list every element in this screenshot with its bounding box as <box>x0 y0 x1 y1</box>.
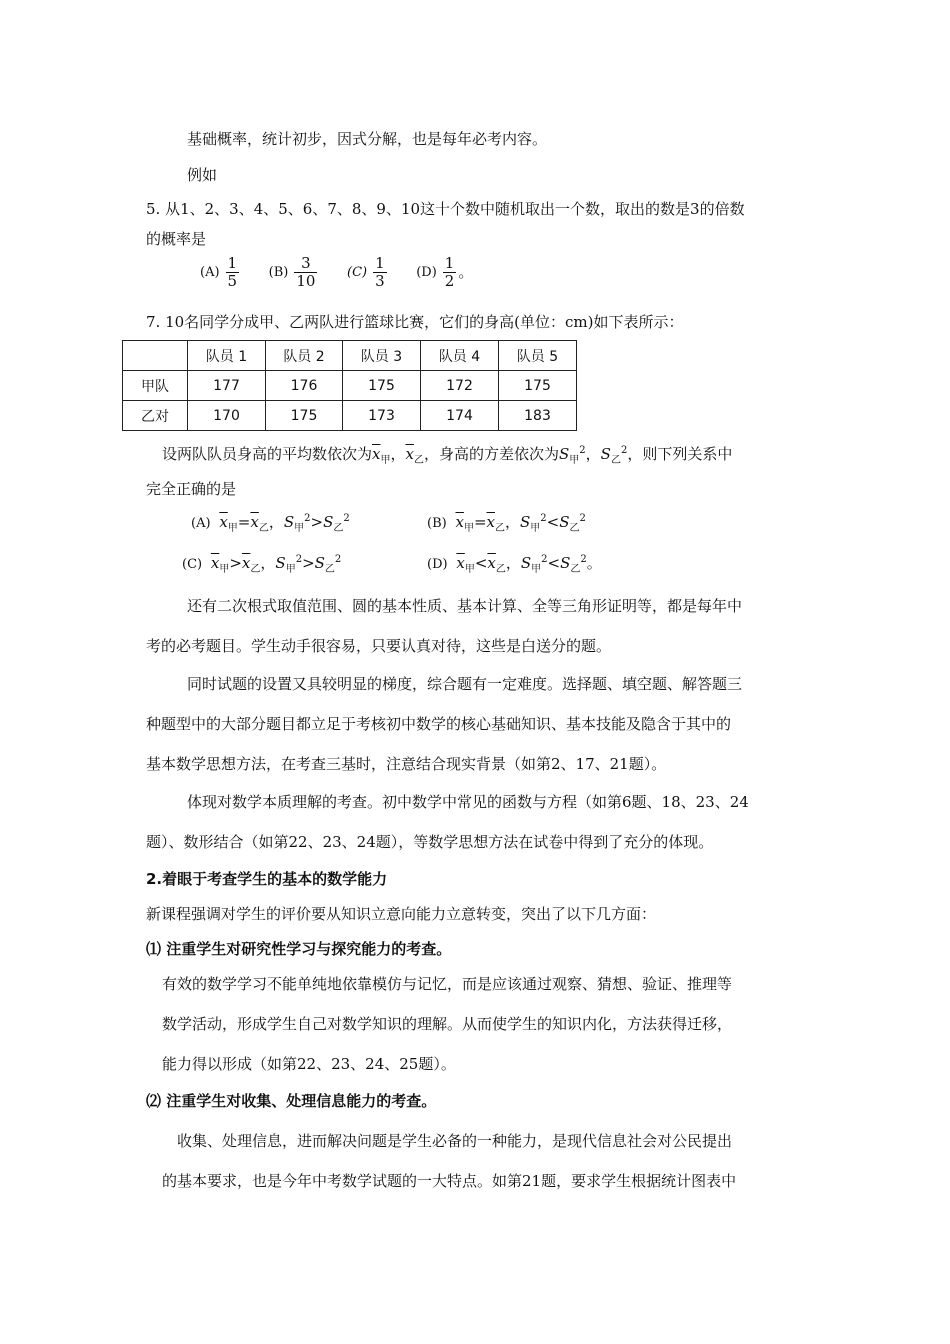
table-cell: 乙对 <box>123 401 188 431</box>
q7-option-d: (D) $\overline{x}_甲<\overline{x}_乙$，$S_甲^2<S_乙^2$。 <box>427 554 602 575</box>
option-a <box>196 254 246 290</box>
table-cell: 183 <box>499 401 577 431</box>
option-d: (D) $\frac{1}{2}$ 。 <box>416 254 474 290</box>
subsection-heading: ⑵ 注重学生对收集、处理信息能力的考查。 <box>146 1092 437 1110</box>
table-cell: 队员 2 <box>266 341 343 371</box>
question-5-line1: 5. 从1、2、3、4、5、6、7、8、9、10这十个数中随机取出一个数，取出的数是3的倍数 <box>146 200 745 218</box>
paragraph-text: 种题型中的大部分题目都立足于考核初中数学的核心基础知识、基本技能及隐含于其中的 <box>146 715 732 733</box>
question-5-line2: 的概率是 <box>146 230 207 248</box>
option-c <box>343 254 393 290</box>
table-cell: 177 <box>188 371 266 401</box>
table-cell: 175 <box>499 371 577 401</box>
fraction-d: $\frac{1}{2}$ <box>444 254 455 290</box>
paragraph-text: 收集、处理信息，进而解决问题是学生必备的一种能力，是现代信息社会对公民提出 <box>177 1132 733 1150</box>
table-cell: 172 <box>421 371 499 401</box>
paragraph-text: 同时试题的设置又具较明显的梯度，综合题有一定难度。选择题、填空题、解答题三 <box>187 675 743 693</box>
table-cell: 甲队 <box>123 371 188 401</box>
heights-table <box>122 340 577 431</box>
option-c-label: (C) <box>347 265 368 280</box>
table-row <box>123 371 577 401</box>
table-cell: 176 <box>266 371 343 401</box>
paragraph-text: 的基本要求，也是今年中考数学试题的一大特点。如第21题，要求学生根据统计图表中 <box>162 1172 737 1190</box>
table-cell: 队员 4 <box>421 341 499 371</box>
table-cell: 175 <box>343 371 421 401</box>
paragraph-text: 还有二次根式取值范围、圆的基本性质、基本计算、全等三角形证明等，都是每年中 <box>187 597 743 615</box>
paragraph-text: 能力得以形成（如第22、23、24、25题）。 <box>162 1055 456 1073</box>
question-7-description-line2: 完全正确的是 <box>146 480 237 498</box>
fraction-a: $\frac{1}{5}$ <box>227 254 238 290</box>
table-cell: 队员 3 <box>343 341 421 371</box>
fraction-c: $\frac{1}{3}$ <box>375 254 385 290</box>
table-cell: 170 <box>188 401 266 431</box>
paragraph-text: 体现对数学本质理解的考查。初中数学中常见的函数与方程（如第6题、18、23、24 <box>187 793 749 811</box>
fraction-b: $\frac{3}{10}$ <box>296 254 316 290</box>
paragraph-text: 新课程强调对学生的评价要从知识立意向能力立意转变，突出了以下几方面： <box>146 905 657 923</box>
paragraph-text: 有效的数学学习不能单纯地依靠模仿与记忆，而是应该通过观察、猜想、验证、推理等 <box>162 975 733 993</box>
q7-option-a: (A) $\overline{x}_甲=\overline{x}_乙$，$S_甲^2>S_乙^2$ <box>191 513 350 534</box>
subsection-heading: ⑴ 注重学生对研究性学习与探究能力的考查。 <box>146 940 452 958</box>
q7-option-c: (C) $\overline{x}_甲>\overline{x}_乙$，$S_甲^2>S_乙^2$ <box>182 554 342 575</box>
section-heading: 2.着眼于考查学生的基本的数学能力 <box>146 870 388 888</box>
table-cell: 175 <box>266 401 343 431</box>
table-cell <box>123 341 188 371</box>
question-7: 7. 10名同学分成甲、乙两队进行篮球比赛，它们的身高(单位：cm)如下表所示： <box>146 313 684 331</box>
paragraph-example: 例如 <box>187 166 218 184</box>
question-5-options <box>196 255 473 290</box>
table-header-row <box>123 341 577 371</box>
table-cell: 173 <box>343 401 421 431</box>
table-row <box>123 401 577 431</box>
option-d-label: (D) <box>416 265 437 280</box>
table-cell: 队员 5 <box>499 341 577 371</box>
paragraph-text: 考的必考题目。学生动手很容易，只要认真对待，这些是白送分的题。 <box>146 637 612 655</box>
paragraph-text: 题）、数形结合（如第22、23、24题），等数学思想方法在试卷中得到了充分的体现。 <box>146 833 714 851</box>
option-a-label: (A) <box>200 265 220 280</box>
q7-option-b: (B) $\overline{x}_甲=\overline{x}_乙$，$S_甲^2<S_乙^2$ <box>427 513 586 534</box>
table-cell: 队员 1 <box>188 341 266 371</box>
table-cell: 174 <box>421 401 499 431</box>
paragraph-text: 基本数学思想方法，在考查三基时，注意结合现实背景（如第2、17、21题）。 <box>146 755 667 773</box>
paragraph-intro: 基础概率，统计初步，因式分解，也是每年必考内容。 <box>187 130 548 148</box>
paragraph-text: 数学活动，形成学生自己对数学知识的理解。从而使学生的知识内化，方法获得迁移， <box>162 1015 733 1033</box>
option-b-label: (B) <box>268 265 289 280</box>
option-b <box>265 254 325 290</box>
question-7-description: 设两队队员身高的平均数依次为$\overline{x}_甲$，$\overline{x}_乙$，身高的方差依次为$S_甲^2$，$S_乙^2$，则下列关系中 <box>162 445 733 466</box>
